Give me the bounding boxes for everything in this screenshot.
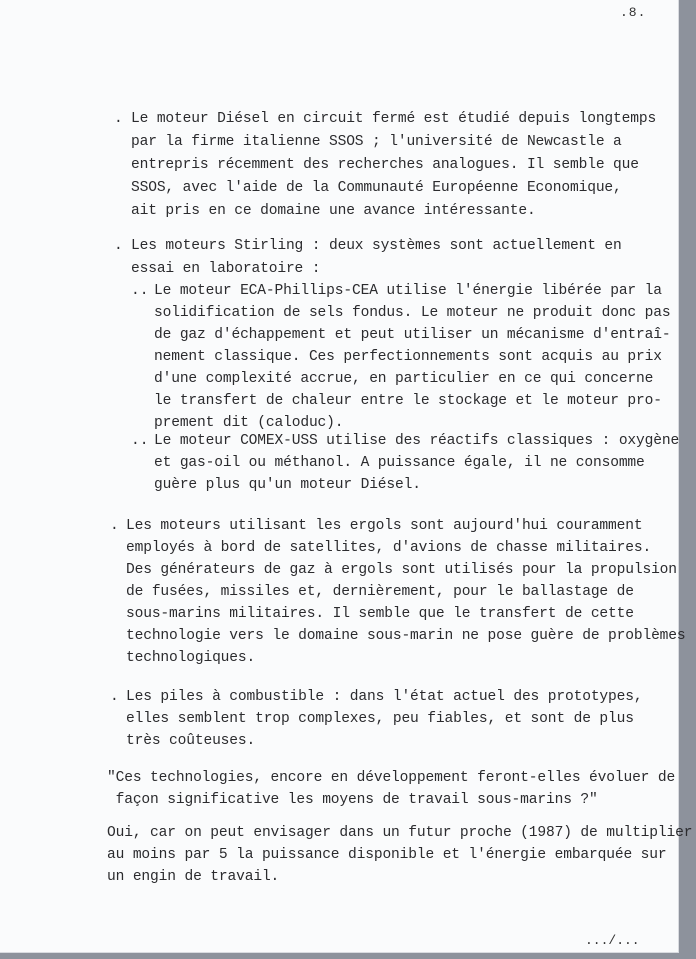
text-line: Le moteur Diésel en circuit fermé est étudié depuis longtemps bbox=[131, 111, 657, 127]
text-line: sous-marins militaires. Il semble que le transfert de cette bbox=[126, 606, 634, 622]
text-line: entrepris récemment des recherches analogues. Il semble que bbox=[131, 157, 639, 173]
text-line: nement classique. Ces perfectionnements sont acquis au prix bbox=[154, 349, 662, 365]
bullet-marker: . bbox=[110, 689, 119, 705]
continuation-marker: .../... bbox=[585, 933, 640, 948]
text-line: ait pris en ce domaine une avance intéressante. bbox=[131, 203, 536, 219]
text-line: technologie vers le domaine sous-marin ne pose guère de problèmes bbox=[126, 628, 686, 644]
text-line: Le moteur COMEX-USS utilise des réactifs classiques : oxygène bbox=[154, 433, 680, 449]
answer-line: Oui, car on peut envisager dans un futur proche (1987) de multiplier bbox=[107, 825, 693, 841]
bullet-marker: . bbox=[110, 518, 119, 534]
text-line: Les moteurs utilisant les ergols sont aujourd'hui couramment bbox=[126, 518, 643, 534]
answer-line: au moins par 5 la puissance disponible et l'énergie embarquée sur bbox=[107, 847, 667, 863]
text-line: Des générateurs de gaz à ergols sont utilisés pour la propulsion bbox=[126, 562, 677, 578]
text-line: solidification de sels fondus. Le moteur ne produit donc pas bbox=[154, 305, 671, 321]
text-line: Les piles à combustible : dans l'état actuel des prototypes, bbox=[126, 689, 643, 705]
subbullet-marker: .. bbox=[131, 283, 149, 299]
text-line: employés à bord de satellites, d'avions de chasse militaires. bbox=[126, 540, 652, 556]
text-line: d'une complexité accrue, en particulier en ce qui concerne bbox=[154, 371, 654, 387]
text-line: SSOS, avec l'aide de la Communauté Européenne Economique, bbox=[131, 180, 622, 196]
question-line: façon significative les moyens de travail sous-marins ?" bbox=[107, 792, 598, 808]
page-number: .8. bbox=[620, 5, 647, 20]
text-line: Le moteur ECA-Phillips-CEA utilise l'énergie libérée par la bbox=[154, 283, 662, 299]
question-line: "Ces technologies, encore en développement feront-elles évoluer de bbox=[107, 770, 676, 786]
subbullet-marker: .. bbox=[131, 433, 149, 449]
answer-line: un engin de travail. bbox=[107, 869, 280, 885]
text-line: technologiques. bbox=[126, 650, 256, 666]
bullet-marker: . bbox=[114, 111, 123, 127]
text-line: le transfert de chaleur entre le stockage et le moteur pro- bbox=[154, 393, 662, 409]
text-line: elles semblent trop complexes, peu fiables, et sont de plus bbox=[126, 711, 634, 727]
text-line: très coûteuses. bbox=[126, 733, 256, 749]
text-line: essai en laboratoire : bbox=[131, 261, 321, 277]
text-line: et gas-oil ou méthanol. A puissance égale, il ne consomme bbox=[154, 455, 645, 471]
text-line: prement dit (caloduc). bbox=[154, 415, 344, 431]
bullet-marker: . bbox=[114, 238, 123, 254]
text-line: guère plus qu'un moteur Diésel. bbox=[154, 477, 421, 493]
text-line: Les moteurs Stirling : deux systèmes sont actuellement en bbox=[131, 238, 622, 254]
text-line: de fusées, missiles et, dernièrement, pour le ballastage de bbox=[126, 584, 634, 600]
text-line: par la firme italienne SSOS ; l'université de Newcastle a bbox=[131, 134, 622, 150]
text-line: de gaz d'échappement et peut utiliser un mécanisme d'entraî- bbox=[154, 327, 671, 343]
